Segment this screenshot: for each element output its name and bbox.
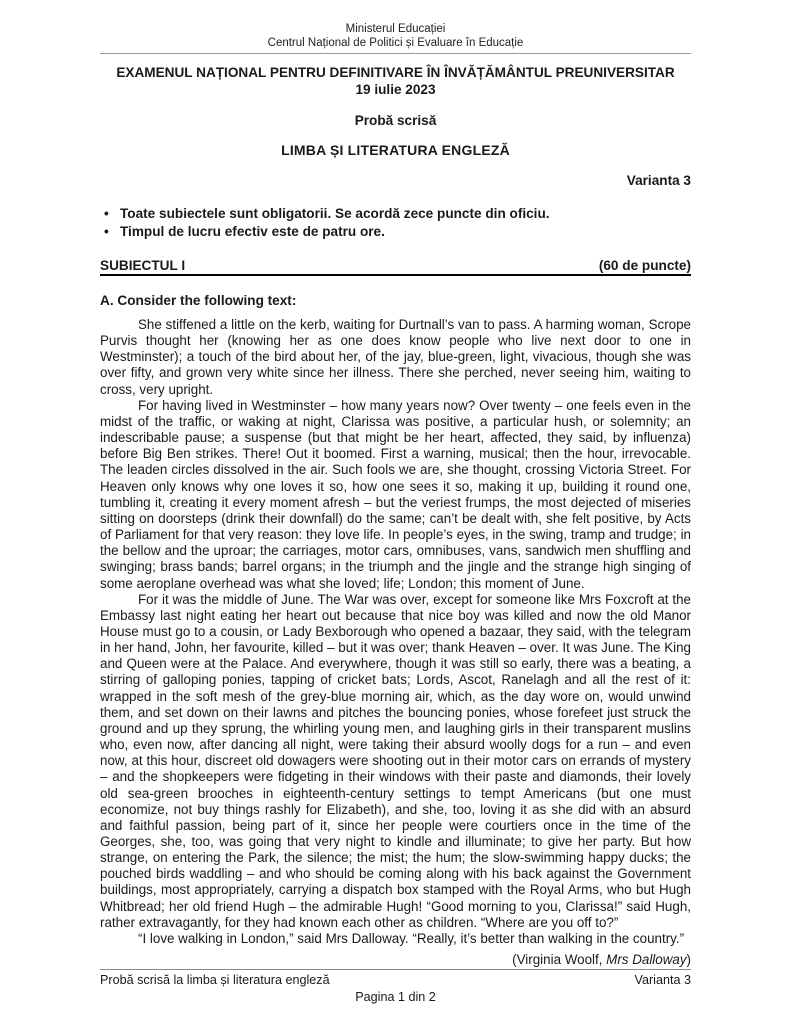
task-intro: A. Consider the following text: — [100, 293, 297, 308]
footer-subject: Probă scrisă la limba și literatura engleză — [100, 973, 330, 987]
instruction-text: Timpul de lucru efectiv este de patru ore. — [120, 224, 385, 239]
exam-title: EXAMENUL NAȚIONAL PENTRU DEFINITIVARE ÎN ÎNVĂȚĂMÂNTUL PREUNIVERSITAR — [116, 65, 675, 80]
section-label: SUBIECTUL I — [100, 258, 186, 273]
instruction-item — [100, 205, 691, 223]
center-name: Centrul Național de Politici și Evaluare în Educație — [267, 37, 524, 49]
ministry-name: Ministerul Educației — [345, 23, 446, 35]
instruction-item — [100, 223, 691, 241]
instructions-list — [100, 205, 691, 241]
section-points: (60 de puncte) — [598, 258, 691, 273]
passage-paragraph: For it was the middle of June. The War was over, except for someone like Mrs Foxcroft at the Embassy last night eating her heart out because that nice boy was killed and now the old Manor House must go to a cousin, or Lady Bexborough who opened a bazaar, they said, with the telegram in her hand, John, her favourite, killed – but it was over; thank Heaven – over. It was June. The King and Queen were at the Palace. And everywhere, though it was still so early, there was a beating, a stirring of galloping ponies, tapping of cricket bats; Lords, Ascot, Ranelagh and all the rest of it: wrapped in the soft mesh of the grey-blue morning air, which, as the day wore on, would unwind them, and set down on their lawns and pitches the bouncing ponies, whose forefeet just struck the ground and up they sprung, the whirling young men, and laughing girls in their transparent muslins who, even now, after dancing all night, were taking their absurd woolly dogs for a run – and even now, at this hour, discreet old dowagers were shooting out in their motor cars on errands of mystery – and the shopkeepers were fidgeting in their windows with their paste and diamonds, their lovely old sea-green brooches in eighteenth-century settings to tempt Americans (but one must economize, not buy things rashly for Elizabeth), and she, too, loving it as she did with an absurd and faithful passion, being part of it, since her people were courtiers once in the time of the Georges, she, too, was going that very night to kindle and illuminate; to give her party. But how strange, on entering the Park, the silence; the mist; the hum; the slow-swimming happy ducks; the pouched birds waddling – and who should be coming along with his back against the Government buildings, most appropriately, carrying a dispatch box stamped with the Royal Arms, who but Hugh Whitbread; her old friend Hugh – the admirable Hugh! “Good morning to you, Clarissa!” said Hugh, rather extravagantly, for they had known each other as children. “Where are you off to?” — [100, 591, 691, 930]
reading-passage — [100, 317, 691, 947]
passage-paragraph: “I love walking in London,” said Mrs Dalloway. “Really, it’s better than walking in the country.” — [138, 930, 685, 946]
bullet-icon: • — [104, 206, 109, 221]
attribution-close: ) — [686, 952, 691, 968]
page-footer — [100, 969, 691, 1004]
attribution-author: (Virginia Woolf, — [512, 952, 607, 968]
passage-paragraph: For having lived in Westminster – how many years now? Over twenty – one feels even in the midst of the traffic, or waking at night, Clarissa was positive, a particular hush, or solemnity; an indescribable pause; a suspense (but that might be her heart, affected, they said, by influenza) before Big Ben strikes. There! Out it boomed. First a warning, musical; then the hour, irrevocable. The leaden circles dissolved in the air. Such fools we are, she thought, crossing Victoria Street. For Heaven only knows why one loves it so, how one sees it so, making it up, building it round one, tumbling it, creating it every moment afresh – but the veriest frumps, the most dejected of miseries sitting on doorsteps (drink their downfall) do the same; can’t be dealt with, she felt positive, by Acts of Parliament for that very reason: they love life. In people’s eyes, in the swing, tramp and trudge; in the bellow and the uproar; the carriages, motor cars, omnibuses, vans, sandwich men shuffling and swinging; brass bands; barrel organs; in the triumph and the jingle and the strange high singing of some aeroplane overhead was what she loved; life; London; this moment of June. — [100, 397, 691, 591]
exam-date: 19 iulie 2023 — [355, 81, 436, 97]
header-divider — [100, 53, 691, 54]
passage-attribution — [100, 952, 691, 967]
attribution-work-title: Mrs Dalloway — [606, 952, 687, 968]
footer-row — [100, 973, 691, 987]
passage-paragraph: She stiffened a little on the kerb, waiting for Durtnall’s van to pass. A harming woman, Scrope Purvis thought her (knowing her as one does know people who live next door to one in Westminster); a touch of the bird about her, of the jay, blue-green, light, vivacious, though she was over fifty, and grown very white since her illness. There she perched, never seeing him, waiting to cross, very upright. — [100, 317, 691, 397]
exam-type: Probă scrisă — [354, 113, 437, 128]
section-heading — [100, 258, 691, 276]
footer-variant: Varianta 3 — [634, 973, 691, 987]
ministry-header — [100, 22, 691, 50]
instruction-text: Toate subiectele sunt obligatorii. Se acordă zece puncte din oficiu. — [120, 206, 550, 221]
exam-subject: LIMBA ȘI LITERATURA ENGLEZĂ — [281, 142, 510, 158]
bullet-icon: • — [104, 224, 109, 239]
variant-label: Varianta 3 — [626, 173, 691, 188]
page-number: Pagina 1 din 2 — [355, 990, 436, 1004]
